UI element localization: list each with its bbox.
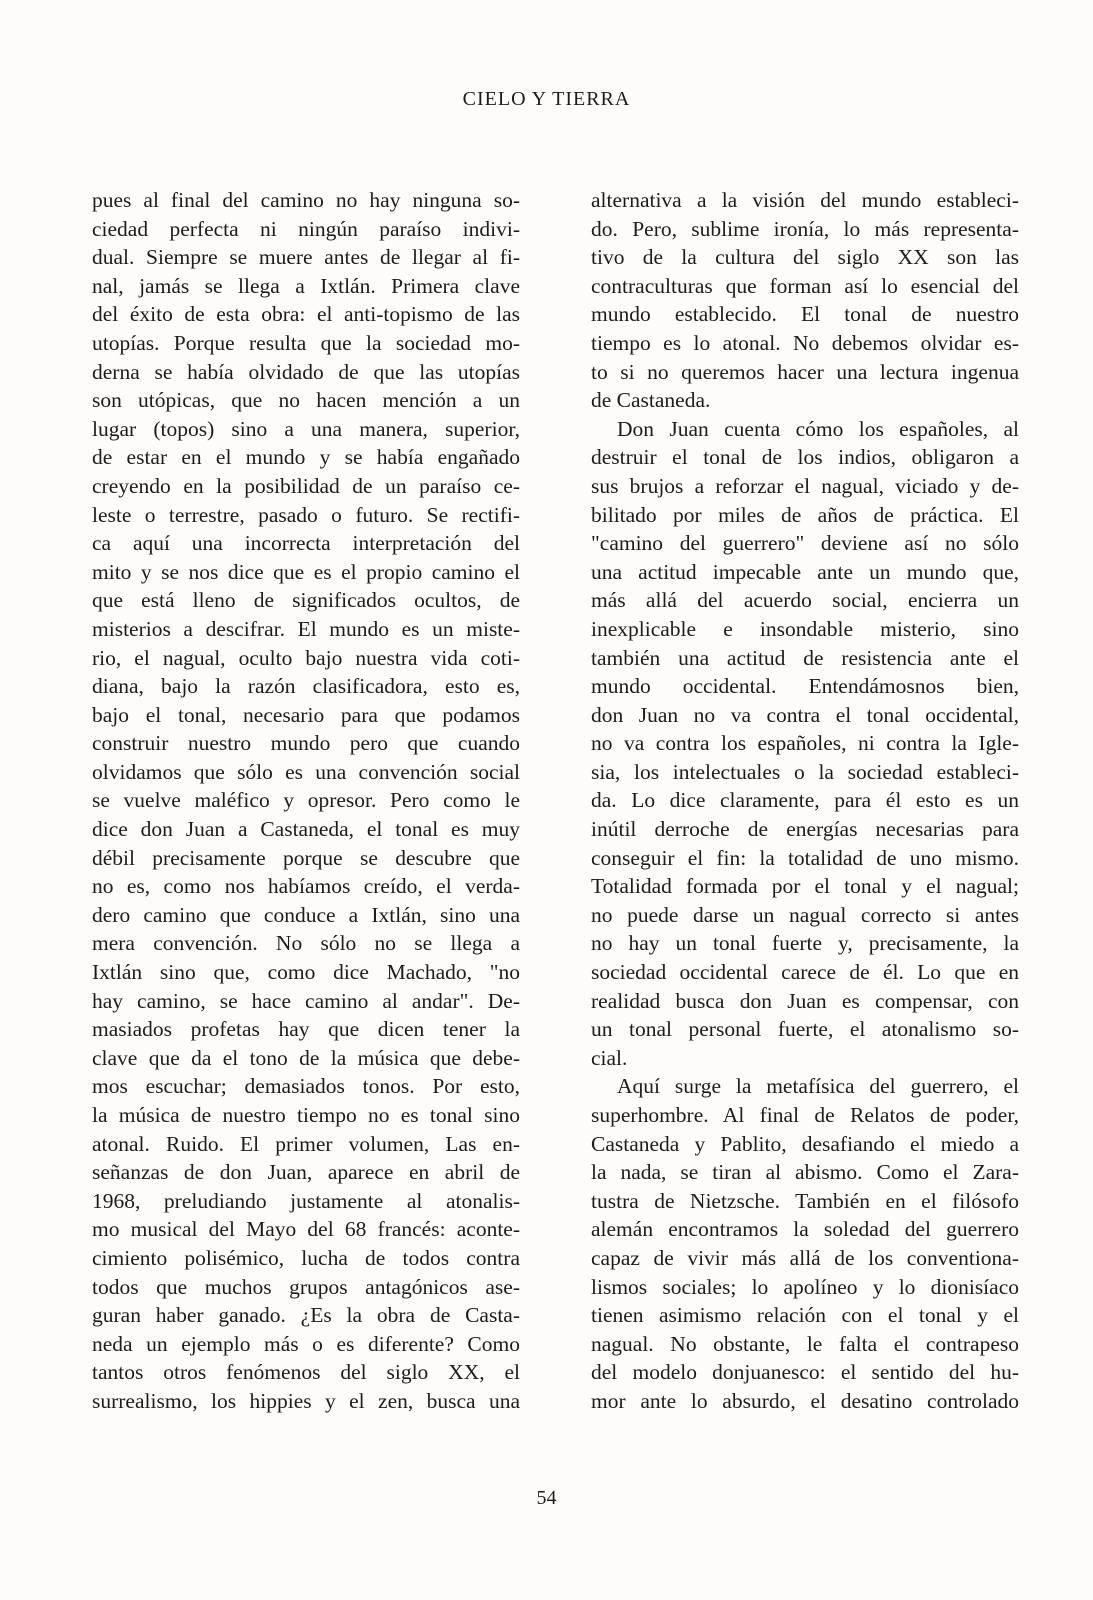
text-line: masiados profetas hay que dicen tener la — [92, 1017, 520, 1042]
text-line: mos escuchar; demasiados tonos. Por esto, — [92, 1074, 520, 1099]
text-line: superhombre. Al final de Relatos de poder, — [591, 1103, 1019, 1127]
text-line: son utópicas, que no hacen mención a un — [92, 388, 520, 413]
text-line: 1968, preludiando justamente al atonalis- — [92, 1188, 520, 1213]
text-line: del éxito de esta obra: el anti-topismo de las — [92, 302, 520, 327]
text-line: no puede darse un nagual correcto si antes — [591, 902, 1019, 927]
text-line: mundo establecido. El tonal de nuestro — [591, 302, 1019, 327]
text-line: no es, como nos habíamos creído, el verda- — [92, 874, 520, 899]
text-line: don Juan no va contra el tonal occidental, — [591, 702, 1019, 727]
text-line: alemán encontramos la soledad del guerrero — [591, 1217, 1019, 1242]
text-line: lugar (topos) sino a una manera, superior, — [92, 416, 520, 441]
page-number: 54 — [536, 1487, 557, 1509]
text-line: una actitud impecable ante un mundo que, — [591, 559, 1019, 584]
text-line: Don Juan cuenta cómo los españoles, al — [617, 416, 1019, 441]
text-line: mo musical del Mayo del 68 francés: aconte- — [92, 1217, 520, 1242]
text-line: construir nuestro mundo pero que cuando — [92, 731, 520, 756]
text-line: sia, los intelectuales o la sociedad estableci- — [591, 759, 1019, 784]
text-line: mundo occidental. Entendámosnos bien, — [591, 674, 1019, 699]
text-line: débil precisamente porque se descubre que — [92, 845, 520, 870]
text-line: Castaneda y Pablito, desafiando el miedo a — [591, 1131, 1019, 1156]
text-line: contraculturas que forman así lo esencial del — [591, 273, 1019, 298]
text-line: surrealismo, los hippies y el zen, busca una — [92, 1388, 520, 1413]
text-line: ca aquí una incorrecta interpretación del — [92, 531, 520, 556]
text-line: neda un ejemplo más o es diferente? Como — [92, 1331, 520, 1356]
text-line: más allá del acuerdo social, encierra un — [591, 588, 1019, 613]
text-line: no va contra los españoles, ni contra la Igle- — [591, 731, 1019, 756]
text-line: misterios a descifrar. El mundo es un miste- — [92, 616, 520, 641]
text-line: cial. — [591, 1045, 628, 1070]
text-line: atonal. Ruido. El primer volumen, Las en- — [92, 1131, 520, 1156]
text-line: la música de nuestro tiempo no es tonal sino — [92, 1103, 520, 1127]
text-line: inexplicable e insondable misterio, sino — [591, 616, 1019, 641]
text-line: guran haber ganado. ¿Es la obra de Casta- — [92, 1303, 520, 1328]
text-line: nagual. No obstante, le falta el contrapeso — [591, 1331, 1019, 1356]
text-line: Aquí surge la metafísica del guerrero, el — [617, 1074, 1019, 1099]
text-line: que está lleno de significados ocultos, de — [92, 588, 520, 613]
text-line: conseguir el fin: la totalidad de uno mismo. — [591, 845, 1019, 870]
left-column — [92, 186, 520, 1416]
text-line: un tonal personal fuerte, el atonalismo so- — [591, 1017, 1019, 1042]
text-line: leste o terrestre, pasado o futuro. Se rectifi- — [92, 502, 520, 527]
text-line: realidad busca don Juan es compensar, con — [591, 988, 1019, 1013]
text-line: tiempo es lo atonal. No debemos olvidar es- — [591, 330, 1019, 355]
text-line: la nada, se tiran al abismo. Como el Zara- — [591, 1160, 1019, 1185]
text-line: de estar en el mundo y se había engañado — [92, 445, 520, 470]
text-line: se vuelve maléfico y opresor. Pero como le — [92, 788, 520, 813]
text-line: del modelo donjuanesco: el sentido del hu- — [591, 1360, 1019, 1385]
text-line: no hay un tonal fuerte y, precisamente, la — [591, 931, 1019, 956]
text-line: mor ante lo absurdo, el desatino controlado — [591, 1388, 1019, 1413]
text-line: do. Pero, sublime ironía, lo más representa- — [591, 216, 1019, 241]
text-line: tantos otros fenómenos del siglo XX, el — [92, 1360, 520, 1385]
text-line: alternativa a la visión del mundo estableci- — [591, 188, 1019, 212]
text-line: tienen asimismo relación con el tonal y el — [591, 1303, 1019, 1328]
text-line: nal, jamás se llega a Ixtlán. Primera clave — [92, 273, 520, 298]
text-line: rio, el nagual, oculto bajo nuestra vida coti- — [92, 645, 520, 670]
text-line: dice don Juan a Castaneda, el tonal es muy — [92, 817, 520, 842]
text-line: cimiento polisémico, lucha de todos contra — [92, 1245, 520, 1270]
text-line: destruir el tonal de los indios, obligaron a — [591, 445, 1019, 470]
text-line: derna se había olvidado de que las utopías — [92, 359, 520, 384]
text-line: da. Lo dice claramente, para él esto es un — [591, 788, 1019, 813]
text-line: dual. Siempre se muere antes de llegar al fi- — [92, 245, 520, 270]
text-line: ciedad perfecta ni ningún paraíso indivi- — [92, 216, 520, 241]
text-line: "camino del guerrero" deviene así no sólo — [591, 531, 1019, 556]
text-line: inútil derroche de energías necesarias para — [591, 817, 1019, 842]
text-line: olvidamos que sólo es una convención social — [92, 759, 520, 784]
text-line: señanzas de don Juan, aparece en abril de — [92, 1160, 520, 1185]
text-line: tustra de Nietzsche. También en el filósofo — [591, 1188, 1019, 1213]
text-line: sociedad occidental carece de él. Lo que en — [591, 960, 1019, 985]
text-line: bajo el tonal, necesario para que podamos — [92, 702, 520, 727]
text-line: de Castaneda. — [591, 388, 711, 413]
text-line: dero camino que conduce a Ixtlán, sino una — [92, 902, 520, 927]
text-line: sus brujos a reforzar el nagual, viciado y de- — [591, 473, 1019, 498]
text-line: bilitado por miles de años de práctica. El — [591, 502, 1019, 527]
text-line: Totalidad formada por el tonal y el nagual; — [591, 874, 1019, 899]
text-line: utopías. Porque resulta que la sociedad mo- — [92, 330, 520, 355]
text-line: creyendo en la posibilidad de un paraíso ce- — [92, 473, 520, 498]
text-line: también una actitud de resistencia ante el — [591, 645, 1019, 670]
text-line: mera convención. No sólo no se llega a — [92, 931, 520, 956]
text-line: Ixtlán sino que, como dice Machado, "no — [92, 960, 520, 985]
text-line: pues al final del camino no hay ninguna so- — [92, 188, 520, 212]
text-line: lismos sociales; lo apolíneo y lo dionisíaco — [591, 1274, 1019, 1299]
text-line: to si no queremos hacer una lectura ingenua — [591, 359, 1019, 384]
running-head: CIELO Y TIERRA — [462, 88, 631, 110]
text-line: capaz de vivir más allá de los conventiona- — [591, 1245, 1019, 1270]
text-line: clave que da el tono de la música que debe- — [92, 1045, 520, 1070]
text-line: todos que muchos grupos antagónicos ase- — [92, 1274, 520, 1299]
right-column — [591, 186, 1019, 1416]
text-line: hay camino, se hace camino al andar". De- — [92, 988, 520, 1013]
text-line: tivo de la cultura del siglo XX son las — [591, 245, 1019, 270]
text-line: mito y se nos dice que es el propio camino el — [92, 559, 520, 584]
text-line: diana, bajo la razón clasificadora, esto es, — [92, 674, 520, 699]
